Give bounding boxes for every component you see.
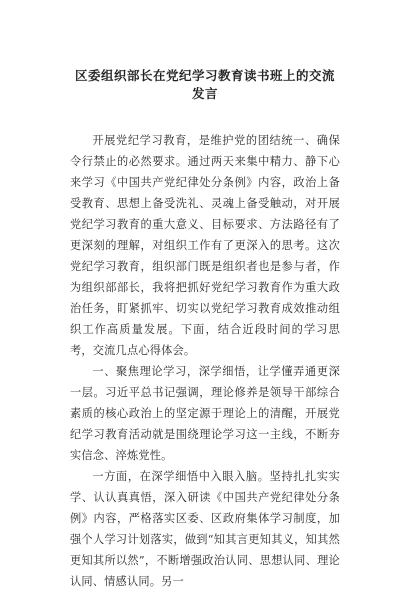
paragraph-intro: 开展党纪学习教育，是维护党的团结统一、确保令行禁止的必然要求。通过两天来集中精力、静下心来学习《中国共产党纪律处分条例》内容，政治上备受教育、思想上备受洗礼、灵魂上备受触动，对开展党纪学习教育的重大意义、目标要求、方法路径有了更深刻的理解，对组织工作有了更深入的思考。这次党纪学习教育，组织部门既是组织者也是参与者，作为组织部部长，我将把抓好党纪学习教育作为重大政治任务，盯紧抓牢、切实以党纪学习教育成效推动组织工作高质量发展。下面，结合近段时间的学习思考，交流几点心得体会。 [70,134,340,357]
paragraph-section-one-detail: 一方面，在深学细悟中入眼入脑。坚持扎扎实实学、认认真真悟，深入研读《中国共产党纪律处分条例》内容，严格落实区委、区政府集体学习制度，加强个人学习计划落实，做到“知其言更知其义，知其然更知其所以然”，不断增强政治认同、思想认同、理论认同、情感认同。另一 [70,470,340,588]
document-title: 区委组织部长在党纪学习教育读书班上的交流发言 [74,68,335,101]
paragraph-section-one: 一、聚焦理论学习，深学细悟，让学懂弄通更深一层。习近平总书记强调，理论修养是领导干部综合素质的核心政治上的坚定源于理论上的清醒，开展党纪学习教育活动就是围绕理论学习这一主线，不断夯实信念、淬炼党性。 [70,365,340,462]
